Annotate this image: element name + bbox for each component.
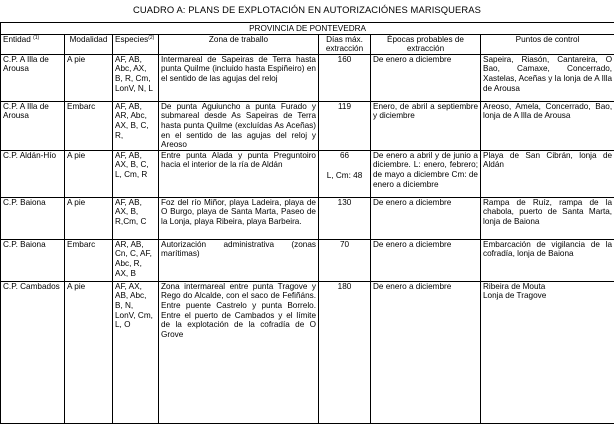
cell-dias: 119 xyxy=(319,101,371,150)
cell-zona: Foz del río Miñor, playa Ladeira, playa de O Burgo, playa de Santa Marta, Paseo de la Lonja, playa Ribeira, playa Barbeira. xyxy=(159,197,319,239)
cell-puntos: Embarcación de vigilancia de la cofradía, lonja de Baiona xyxy=(481,239,614,281)
cell-entidad: C.P. A Illa de Arousa xyxy=(1,54,65,101)
cell-especies: AF, AB, Abc, AX, B, R, Cm, LonV, N, L xyxy=(113,54,159,101)
table-row xyxy=(1,197,614,239)
cell-especies: AF, AB, AX, B, R,Cm, C xyxy=(113,197,159,239)
cell-especies: AF, AX, AB, Abc, B, N, LonV, Cm, L, O xyxy=(113,281,159,423)
cell-modalidad: Embarc xyxy=(65,101,113,150)
dias-main: 66 xyxy=(339,150,350,160)
province-row xyxy=(1,23,614,35)
cell-zona: Intermareal de Sapeiras de Terra hasta punta Quilme (incluido hasta Espiñeiro) en el sentido de las agujas del reloj xyxy=(159,54,319,101)
cell-zona: Zona intermareal entre punta Tragove y Rego do Alcalde, con el saco de Fefiñáns. Entre puente Castrelo y punta Borrelo. Entre el puerto de Cambados y el límite de la explotación de la cofradía de O Grove xyxy=(159,281,319,423)
cell-entidad: C.P. Baiona xyxy=(1,239,65,281)
table-row xyxy=(1,150,614,197)
header-puntos: Puntos de control xyxy=(481,34,614,54)
table-row xyxy=(1,54,614,101)
cell-dias: 70 xyxy=(319,239,371,281)
cell-epocas: De enero a diciembre xyxy=(371,281,481,423)
header-zona: Zona de traballo xyxy=(159,34,319,54)
cell-zona: Autorización administrativa (zonas marítimas) xyxy=(159,239,319,281)
table-row xyxy=(1,101,614,150)
cell-dias: 160 xyxy=(319,54,371,101)
province-header: PROVINCIA DE PONTEVEDRA xyxy=(1,23,614,35)
dias-extra: L, Cm: 48 xyxy=(326,171,363,181)
cell-modalidad: A pie xyxy=(65,281,113,423)
cell-puntos: Sapeira, Riasón, Cantareira, O Bao, Camaxe, Concerrado, Xastelas, Aceñas y la lonja de A Illa de Arousa xyxy=(481,54,614,101)
cell-dias: 130 xyxy=(319,197,371,239)
cell-epocas: De enero a abril y de junio a diciembre. L: enero, febrero; de mayo a diciembre Cm: de enero a diciembre xyxy=(371,150,481,197)
cell-puntos: Areoso, Amela, Concerrado, Bao, lonja de A Illa de Arousa xyxy=(481,101,614,150)
cell-entidad: C.P. A Illa de Arousa xyxy=(1,101,65,150)
cell-especies: AF, AB, AR, Abc, AX, B, C, R, xyxy=(113,101,159,150)
cell-zona: Entre punta Alada y punta Preguntoiro hacia el interior de la ría de Aldán xyxy=(159,150,319,197)
header-especies: Especies$^{(2)}$ xyxy=(113,34,159,54)
header-epocas: Épocas probables de extracción xyxy=(371,34,481,54)
cell-epocas: De enero a diciembre xyxy=(371,239,481,281)
cell-especies: AF, AB, AX, B, C, L, Cm, R xyxy=(113,150,159,197)
cell-modalidad: A pie xyxy=(65,197,113,239)
cell-dias xyxy=(319,150,371,197)
cell-entidad: C.P. Cambados xyxy=(1,281,65,423)
cell-modalidad: A pie xyxy=(65,54,113,101)
cell-zona: De punta Aguiuncho a punta Furado y submareal desde As Sapeiras de Terra hasta punta Quilme (excluídas As Aceñas) en el sentido de las agujas del reloj y Areoso xyxy=(159,101,319,150)
header-dias: Días máx. extracción xyxy=(319,34,371,54)
cell-modalidad: Embarc xyxy=(65,239,113,281)
cell-dias: 180 xyxy=(319,281,371,423)
cell-puntos: Playa de San Cibrán, lonja de Aldán xyxy=(481,150,614,197)
header-entidad: Entidad $^{(1)}$ xyxy=(1,34,65,54)
table-row xyxy=(1,239,614,281)
cell-entidad: C.P. Aldán-Hío xyxy=(1,150,65,197)
cell-especies: AR, AB, Cn, C, AF, Abc, R, AX, B xyxy=(113,239,159,281)
column-header-row xyxy=(1,34,614,54)
cell-puntos: Ribeira de Mouta Lonja de Tragove xyxy=(481,281,614,423)
cell-epocas: Enero, de abril a septiembre y diciembre xyxy=(371,101,481,150)
cell-puntos: Rampa de Ruíz, rampa de la chabola, puerto de Santa Marta, lonja de Baiona xyxy=(481,197,614,239)
table-row xyxy=(1,281,614,423)
cell-epocas: De enero a diciembre xyxy=(371,54,481,101)
exploitation-table xyxy=(0,22,614,424)
header-modalidad: Modalidad xyxy=(65,34,113,54)
cell-entidad: C.P. Baiona xyxy=(1,197,65,239)
cell-epocas: De enero a diciembre xyxy=(371,197,481,239)
page-title: CUADRO A: PLANS DE EXPLOTACIÓN EN AUTORIZACIÓNES MARISQUERAS xyxy=(133,4,481,15)
cell-modalidad: A pie xyxy=(65,150,113,197)
